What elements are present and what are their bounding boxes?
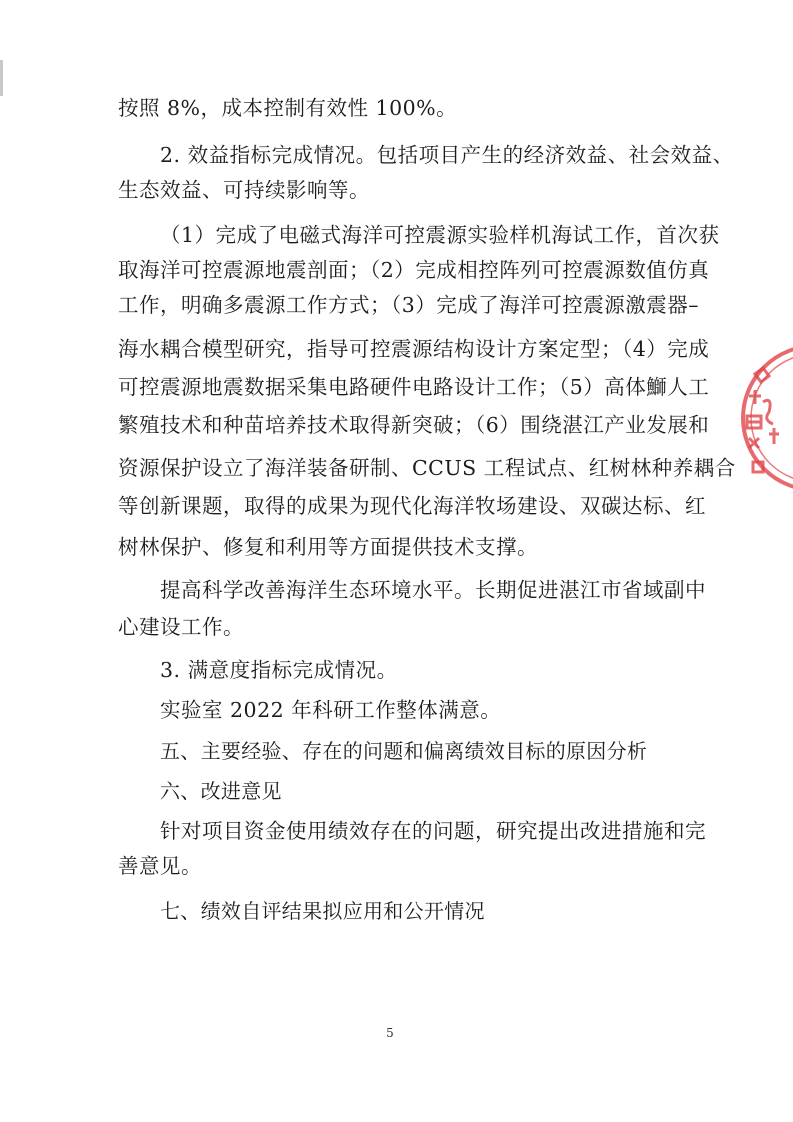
- body-line-9: 繁殖技术和种苗培养技术取得新突破；（6）围绕湛江产业发展和: [118, 413, 710, 437]
- body-line-13: 提高科学改善海洋生态环境水平。长期促进湛江市省域副中: [160, 578, 706, 602]
- body-line-11: 等创新课题，取得的成果为现代化海洋牧场建设、双碳达标、红: [118, 494, 706, 518]
- body-line-10: 资源保护设立了海洋装备研制、CCUS 工程试点、红树林种养耦合: [118, 456, 736, 480]
- body-line-8: 可控震源地震数据采集电路硬件电路设计工作；（5）高体鰤人工: [118, 375, 710, 399]
- section-heading-7: 七、绩效自评结果拟应用和公开情况: [160, 899, 485, 923]
- body-line-12: 树林保护、修复和利用等方面提供技术支撑。: [118, 535, 538, 559]
- body-line-15: 3. 满意度指标完成情况。: [160, 658, 398, 682]
- body-line-3: 生态效益、可持续影响等。: [118, 178, 370, 202]
- section-heading-6: 六、改进意见: [160, 779, 282, 803]
- body-line-6: 工作，明确多震源工作方式；（3）完成了海洋可控震源激震器–: [118, 293, 700, 317]
- body-line-14: 心建设工作。: [118, 615, 244, 639]
- body-line-1: 按照 8%，成本控制有效性 100%。: [118, 96, 458, 120]
- body-line-19: 针对项目资金使用绩效存在的问题，研究提出改进措施和完: [160, 819, 706, 843]
- body-line-4: （1）完成了电磁式海洋可控震源实验样机海试工作，首次获: [160, 223, 720, 247]
- body-line-5: 取海洋可控震源地震剖面；（2）完成相控阵列可控震源数值仿真: [118, 258, 710, 282]
- body-line-7: 海水耦合模型研究，指导可控震源结构设计方案定型；（4）完成: [118, 337, 710, 361]
- official-seal-stamp: [735, 338, 793, 498]
- body-line-20: 善意见。: [118, 854, 202, 878]
- page-number: 5: [386, 1026, 394, 1040]
- section-heading-5: 五、主要经验、存在的问题和偏离绩效目标的原因分析: [160, 739, 648, 763]
- body-line-2: 2. 效益指标完成情况。包括项目产生的经济效益、社会效益、: [160, 143, 734, 167]
- body-line-16: 实验室 2022 年科研工作整体满意。: [160, 698, 502, 722]
- scan-edge-mark: [0, 60, 3, 96]
